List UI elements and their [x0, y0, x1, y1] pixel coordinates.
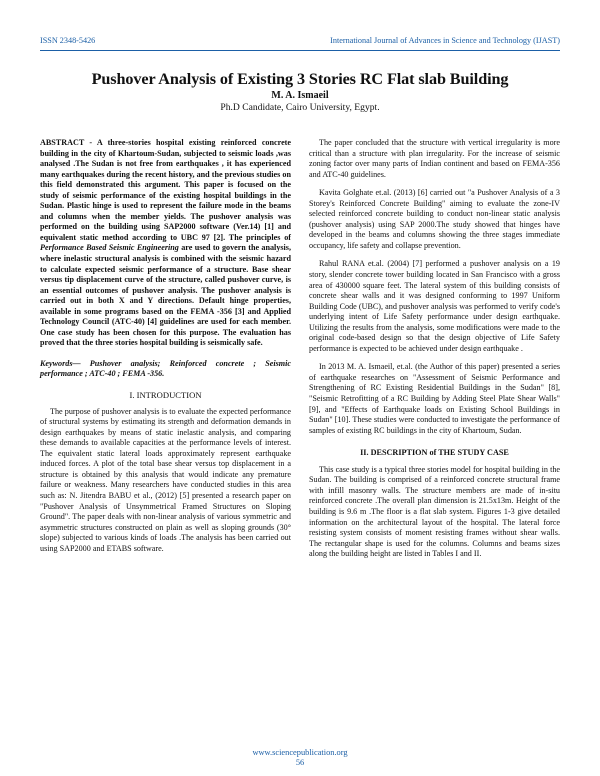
keywords: Keywords— Pushover analysis; Reinforced concrete ; Seismic performance ; ATC-40 ; FEMA -356. — [40, 358, 291, 379]
journal-name: International Journal of Advances in Science and Technology (IJAST) — [330, 36, 560, 45]
author-name: M. A. Ismaeil — [271, 90, 329, 101]
abstract — [40, 138, 291, 349]
paragraph-study-case: This case study is a typical three stories model for hospital building in the Sudan. The building is comprised of a reinforced concrete structural frame with infill masonry walls. The structure members are made of in-situ reinforced concrete .The overall plan dimension is 21.5x13m. Height of the building is 9.6 m .The floor is a flat slab system. Figures 1-3 give detailed information on the architectural layout of the hospital. The lateral force resisting system consists of moment resisting frames without shear walls. The rectangular shape is used for the columns. Columns and beams sizes along the building height are listed in Tables I and II. — [309, 464, 560, 559]
running-header — [40, 36, 560, 48]
paragraph-rahul: Rahul RANA et.al. (2004) [7] performed a pushover analysis on a 19 story, slender concrete tower building located in San Francisco with a gross area of 430000 square feet. The lateral system of this building consists of concrete shear walls and it was designed conforming to 1997 Uniform Building Code (UBC), and pushover analysis was performed to verify code's underlying intent of Life Safety performance under design earthquake. Utilizing the results from the analysis, some modifications were made to the original code-based design so that the design objective of Life Safety performance is expected to be achieved under design earthquake . — [309, 259, 560, 353]
abstract-emphasis: Performance Based Seismic Engineering — [40, 243, 179, 253]
paragraph-ismaeil: In 2013 M. A. Ismaeil, et.al. (the Author of this paper) presented a series of earthquake researches on "Assessment of Seismic Performance and Strengthening of RC Existing Residential Buildings in the Sudan" [8], "Seismic Retrofitting of a RC Building by Adding Steel Plate Shear Walls" [9], and "Effects of Earthquake loads on Existing School Buildings in Sudan" [10]. These studies were conducted to investigate the performance of samples of existing RC buildings in the city of Khartoum, Sudan. — [309, 362, 560, 435]
issn-label: ISSN 2348-5426 — [40, 36, 96, 45]
section-heading-study-case: II. DESCRIPTION of THE STUDY CASE — [360, 448, 509, 458]
author-affiliation: Ph.D Candidate, Cairo University, Egypt. — [220, 102, 380, 113]
paragraph-kavita: Kavita Golghate et.al. (2013) [6] carried out "a Pushover Analysis of a 3 Storey's Reinforced Concrete Building" aiming to evaluate the zone-IV selected reinforced concrete building to conduct non-linear static analysis (pushover analysis) using SAP 2000.The study showed that hinges have developed in the beams and columns showing the three stages immediate occupancy, life safety and collapse prevention. — [309, 188, 560, 250]
footer-website-link[interactable]: www.sciencepublication.org — [252, 748, 348, 757]
abstract-text-2: are used to govern the analysis, where inelastic structural analysis is combined with the seismic hazard to calculate expected seismic performance of a structure. Base shear versus tip displacement curve of the structure, called pushover curve, is an essential outcomes of pushover analysis. The pushover analysis is carried out in both X and Y directions. Default hinge properties, available in some programs based on the FEMA -356 [3] and Applied Technology Council (ATC-40) [4] guidelines are used for each member. One case study has been chosen for this purpose. The evaluation has proved that the three stories hospital building is seismically safe. — [40, 243, 291, 348]
section-heading-introduction: I. INTRODUCTION — [129, 390, 202, 401]
page-footer — [40, 748, 560, 768]
right-column — [309, 138, 560, 560]
left-column — [40, 138, 291, 554]
abstract-text-1: ABSTRACT - A three-stories hospital existing reinforced concrete building in the city of Khartoum-Sudan, subjected to seismic loads ,was analysed .The Sudan is not free from earthquakes , it has experienced many earthquakes during the recent history, and the previous studies on this field demonstrated this argument. This paper is focused on the study of seismic performance of the existing hospital buildings in the Sudan. Plastic hinge is used to represent the failure mode in the beams and columns when the member yields. The pushover analysis was performed on the building using SAP2000 software (Ver.14) [1] and equivalent static method according to UBC 97 [2]. The principles of — [40, 138, 291, 242]
header-divider — [40, 50, 560, 51]
paper-title: Pushover Analysis of Existing 3 Stories RC Flat slab Building — [91, 70, 509, 88]
intro-paragraph: The purpose of pushover analysis is to evaluate the expected performance of structural systems by estimating its strength and deformation demands in design earthquakes by means of static inelastic analysis, and comparing these demands to available capacities at the performance levels of interest. The equivalent static lateral loads approximately represent earthquake induced forces. A plot of the total base shear versus top displacement in a structure is obtained by this analysis that would indicate any premature failure or weakness. Many researchers have conducted studies in this area such as: N. Jitendra BABU et al., (2012) [5] presented a research paper on "Pushover Analysis of Unsymmetrical Framed Structures on Sloping Ground". The paper deals with non-linear analysis of various symmetric and asymmetric structures constructed on plain as well as sloping grounds (30° slope) subjected to various kinds of loads .The analysis has been carried out using SAP2000 and ETABS software. — [40, 406, 291, 553]
paragraph-conclusion: The paper concluded that the structure with vertical irregularity is more critical than a structure with plan irregularity. For the increase of seismic zoning factor over many parts of Indian continent and based on FEMA-356 and ATC-40 guidelines. — [309, 138, 560, 179]
page-number: 56 — [295, 758, 305, 767]
